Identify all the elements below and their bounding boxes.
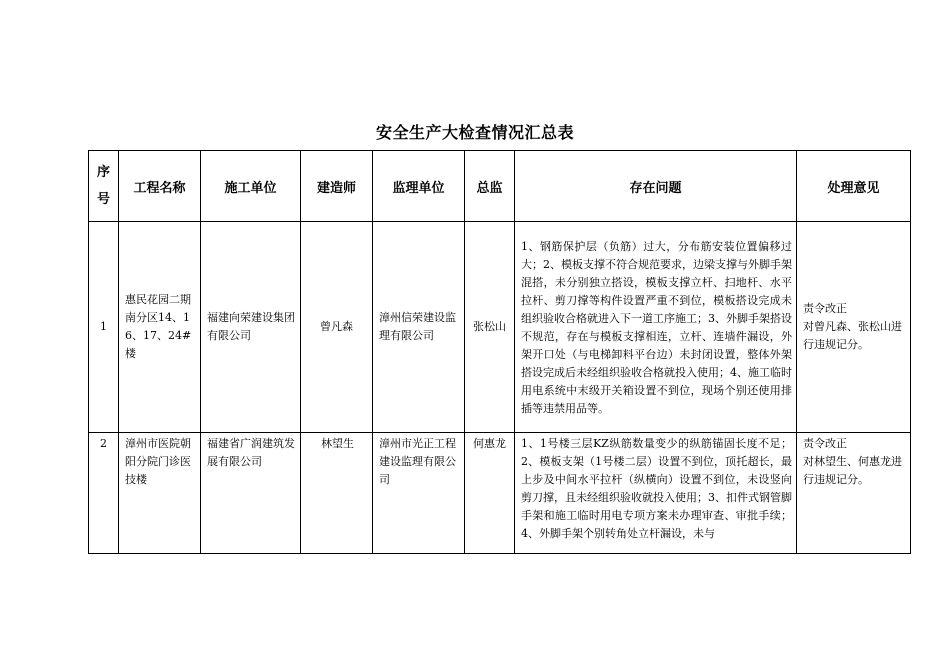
row-handling [797,222,911,433]
row-seq: 1 [89,222,119,433]
row-project-text: 惠民花园二期南分区14、16、17、24#楼 [125,293,192,360]
header-supervisor-unit: 监理单位 [373,151,465,222]
row-issues [515,433,797,554]
row-builder [301,433,373,554]
row-project-text: 漳州市医院朝阳分院门诊医技楼 [125,437,191,486]
row-supervisor-unit-text: 漳州信荣建设监理有限公司 [379,311,456,342]
table-row [89,222,911,433]
row-chief-supervisor [465,433,515,554]
header-seq-line2: 号 [96,192,110,207]
row-issues-text: 1、钢筋保护层（负筋）过大，分布筋安装位置偏移过大；2、模板支撑不符合规范要求，边梁支撑与外脚手架混搭，未分别独立搭设，模板支撑立杆、扫地杆、水平拉杆、剪刀撑等构件设置严重不到位，模板搭设完成未组织验收合格就进入下一道工序施工；3、外脚手架搭设不规范，存在与模板支撑相连，立杆、连墙件漏设，外架开口处（与电梯卸料平台边）未封闭设置，整体外架搭设完成后未经组织验收合格就投入使用；4、施工临时用电系统中末级开关箱设置不到位，现场个别还使用排插等违禁用品等。 [521,240,792,415]
row-builder: 曾凡森 [301,222,373,433]
header-seq-line1: 序 [96,165,110,180]
row-contractor-text: 福建向荣建设集团有限公司 [207,311,295,342]
header-builder: 建造师 [301,151,373,222]
row-handling [797,433,911,554]
row-builder-text: 林望生 [321,437,354,450]
row-handling-text: 责令改正 对林望生、何惠龙进行违规记分。 [803,437,902,486]
header-chief-supervisor: 总监 [465,151,515,222]
row-contractor-text: 福建省广润建筑发展有限公司 [207,437,295,468]
table-row [89,433,911,554]
row-supervisor-unit [373,433,465,554]
row-supervisor-unit [373,222,465,433]
inspection-summary-table [88,150,911,554]
row-supervisor-unit-text: 漳州市光正工程建设监理有限公司 [379,437,456,486]
row-chief-supervisor-text: 何惠龙 [473,437,506,450]
header-project: 工程名称 [119,151,201,222]
header-contractor: 施工单位 [201,151,301,222]
row-project [119,433,201,554]
row-contractor [201,222,301,433]
header-seq [89,151,119,222]
document-title: 安全生产大检查情况汇总表 [375,123,574,142]
row-seq-text: 2 [100,437,107,450]
row-seq [89,433,119,554]
row-contractor [201,433,301,554]
row-chief-supervisor: 张松山 [465,222,515,433]
table-header-row [89,151,911,222]
header-issues: 存在问题 [515,151,797,222]
row-issues-text: 1、1号楼三层KZ纵筋数量变少的纵筋锚固长度不足；2、模板支架（1号楼二层）设置不到位，顶托超长，最上步及中间水平拉杆（纵横向）设置不到位，未设竖向剪刀撑，且未经组织验收就投入使用；3、扣件式钢管脚手架和施工临时用电专项方案未办理审查、审批手续；4、外脚手架个别转角处立杆漏设，未与 [521,437,792,540]
header-handling: 处理意见 [797,151,911,222]
row-issues [515,222,797,433]
row-handling-text: 责令改正 对曾凡森、张松山进行违规记分。 [803,302,902,351]
row-project [119,222,201,433]
